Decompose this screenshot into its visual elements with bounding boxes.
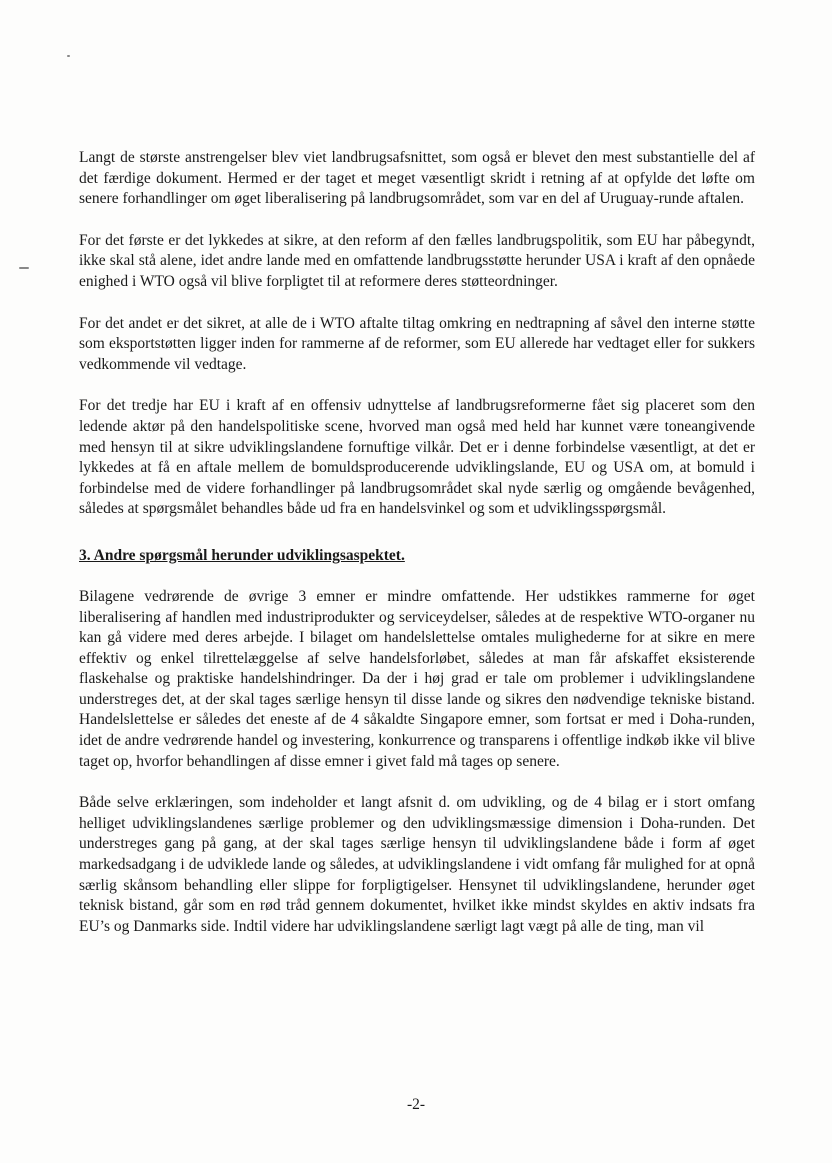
paragraph: For det tredje har EU i kraft af en offensiv udnyttelse af landbrugsreformerne fået sig placeret som den ledende aktør på den handelspolitiske scene, hvorved man også med held har kunnet være toneangivende med hensyn til at sikre udviklingslandene fornuftige vilkår. Det er i denne forbindelse væsentligt, at det er lykkedes at få en aftale mellem de bomuldsproducerende udviklingslande, EU og USA om, at bomuld i forbindelse med de videre forhandlinger på landbrugsområdet skal nyde særlig og omgående bevågenhed, således at spørgsmålet behandles både ud fra en handelsvinkel og som et udviklingsspørgsmål. [79, 397, 755, 518]
document-body [79, 148, 755, 937]
section-heading: 3. Andre spørgsmål herunder udviklingsaspektet. [79, 546, 405, 564]
paragraph: For det første er det lykkedes at sikre, at den reform af den fælles landbrugspolitik, som EU har påbegyndt, ikke skal stå alene, idet andre lande med en omfattende landbrugsstøtte herunder USA i kraft af den opnåede enighed i WTO også vil blive forpligtet til at reformere deres støtteordninger. [79, 231, 755, 290]
paragraph: Langt de største anstrengelser blev viet landbrugsafsnittet, som også er blevet den mest substantielle del af det færdige dokument. Hermed er der taget et meget væsentligt skridt i retning af at opfylde det løfte om senere forhandlinger om øget liberalisering på landbrugsområdet, som var en del af Uruguay-runde aftalen. [79, 149, 755, 208]
paragraph: Både selve erklæringen, som indeholder et langt afsnit d. om udvikling, og de 4 bilag er i stort omfang helliget udviklingslandenes særlige problemer og den udviklingsmæssige dimension i Doha-runden. Det understreges gang på gang, at der skal tages særlige hensyn til udviklingslandene både i form af øget markedsadgang i de udviklede lande og således, at udviklingslandene i vidt omfang får mulighed for at opnå særlig skånsom behandling eller slippe for forpligtigelser. Hensynet til udviklingslandene, herunder øget teknisk bistand, går som en rød tråd gennem dokumentet, hvilket ikke mindst skyldes en aktiv indsats fra EU’s og Danmarks side. Indtil videre har udviklingslandene særligt lagt vægt på alle de ting, man vil [79, 794, 755, 935]
paragraph: For det andet er det sikret, at alle de i WTO aftalte tiltag omkring en nedtrapning af såvel den interne støtte som eksportstøtten ligger inden for rammerne af de reformer, som EU allerede har vedtaget eller for sukkers vedkommende vil vedtage. [79, 314, 755, 373]
scan-speck [67, 55, 70, 57]
scan-speck [19, 267, 29, 269]
page-number: -2- [406, 1096, 426, 1113]
paragraph: Bilagene vedrørende de øvrige 3 emner er mindre omfattende. Her udstikkes rammerne for øget liberalisering af handlen med industriprodukter og serviceydelser, således at de respektive WTO-organer nu kan gå videre med deres arbejde. I bilaget om handelslettelse omtales mulighederne for at sikre en mere effektiv og enkel tilrettelæggelse af selve handelsforløbet, således at man får afskaffet eksisterende flaskehalse og praktiske handelshindringer. Da der i høj grad er tale om problemer i udviklingslandene understreges det, at der skal tages særlige hensyn til disse lande og sikres den nødvendige tekniske bistand. Handelslettelse er således det eneste af de 4 såkaldte Singapore emner, som fortsat er med i Doha-runden, idet de andre vedrørende handel og investering, konkurrence og transparens i offentlige indkøb ikke vil blive taget op, hvorfor behandlingen af disse emner i givet fald må tages op senere. [79, 587, 755, 770]
